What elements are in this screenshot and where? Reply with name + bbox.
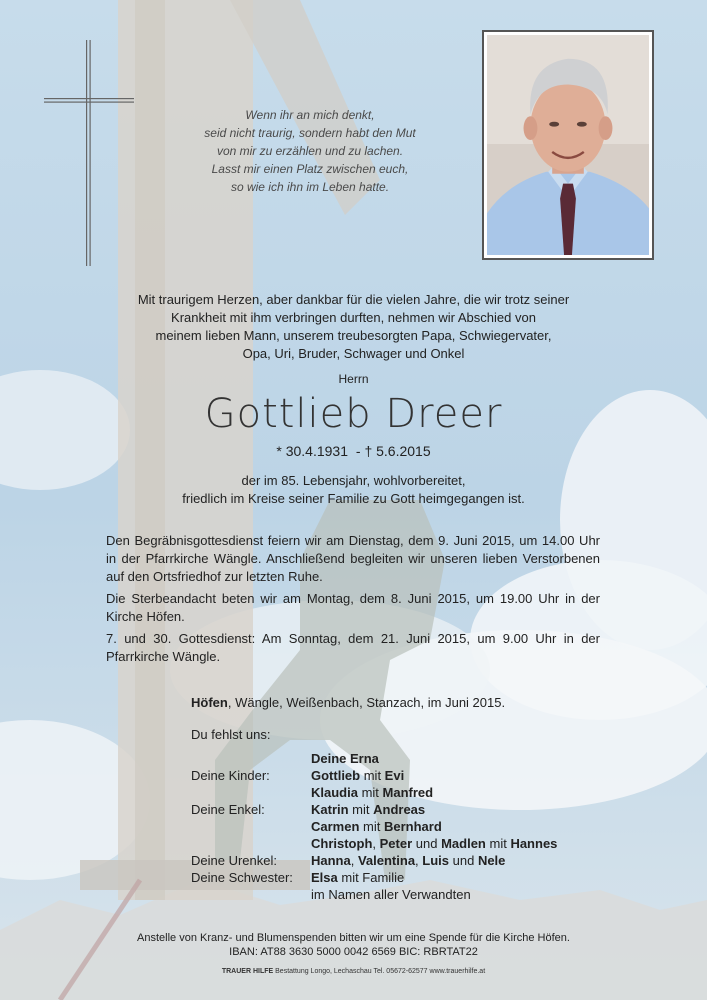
deceased-name: Gottlieb Dreer — [204, 391, 503, 437]
family-names — [311, 801, 425, 818]
family-row — [191, 869, 611, 886]
family-names — [311, 835, 557, 852]
poem-line: seid nicht traurig, sondern habt den Mut — [204, 126, 416, 140]
family-member-name: Hannes — [510, 836, 558, 851]
family-relation: Deine Kinder: — [191, 768, 270, 783]
missed-label: Du fehlst uns: — [191, 727, 271, 742]
family-relation: Deine Schwester: — [191, 870, 293, 885]
place-date — [191, 695, 505, 710]
poem-line: Wenn ihr an mich denkt, — [245, 108, 375, 122]
family-member-name: Elsa — [311, 870, 338, 885]
death-sentence-line: friedlich im Kreise seiner Familie zu Gott heimgegangen ist. — [182, 491, 525, 506]
family-member-name: Gottlieb — [311, 768, 361, 783]
family-connector: und — [412, 836, 442, 851]
family-row — [191, 852, 611, 869]
family-connector: mit Familie — [337, 870, 405, 885]
family-member-name: Bernhard — [383, 819, 442, 834]
mass-paragraph: 7. und 30. Gottesdienst: Am Sonntag, dem 21. Juni 2015, um 9.00 Uhr in der Pfarrkirche Wängle. — [106, 631, 600, 664]
family-connector: , — [350, 853, 358, 868]
family-connector: im Namen aller Verwandten — [311, 887, 471, 902]
family-member-name: Katrin — [311, 802, 349, 817]
portrait-photo — [482, 30, 654, 260]
undertaker-credit — [0, 968, 707, 975]
undertaker-details: Bestattung Longo, Lechaschau Tel. 05672-62577 www.trauerhilfe.at — [273, 968, 486, 975]
donation-request: Anstelle von Kranz- und Blumenspenden bitten wir um eine Spende für die Kirche Höfen. — [137, 932, 570, 944]
family-relation — [191, 886, 311, 903]
family-relation — [191, 784, 311, 801]
poem-line: so wie ich ihn im Leben hatte. — [230, 180, 390, 194]
family-member-name: Andreas — [373, 802, 426, 817]
family-names — [311, 784, 433, 801]
family-relation: Deine Urenkel: — [191, 853, 277, 868]
family-row — [191, 767, 611, 784]
family-connector: , — [372, 836, 380, 851]
family-list — [191, 750, 611, 903]
family-names — [311, 818, 442, 835]
family-member-name: Klaudia — [311, 785, 358, 800]
family-names — [311, 767, 404, 784]
family-row — [191, 818, 611, 835]
family-connector: mit — [348, 802, 374, 817]
place-first: Höfen — [191, 695, 228, 710]
family-member-name: Evi — [384, 768, 405, 783]
portrait-image — [487, 35, 649, 255]
family-relation — [191, 750, 311, 767]
family-member-name: Christoph — [311, 836, 373, 851]
family-member-name: Peter — [379, 836, 413, 851]
family-member-name: Deine Erna — [311, 751, 379, 766]
life-dates — [0, 443, 707, 459]
death-sentence-line: der im 85. Lebensjahr, wohlvorbereitet, — [241, 473, 466, 488]
family-names — [311, 852, 505, 869]
place-rest: , Wängle, Weißenbach, Stanzach, im Juni 2015. — [227, 695, 506, 710]
family-connector: , — [415, 853, 423, 868]
family-row — [191, 750, 611, 767]
family-member-name: Nele — [477, 853, 506, 868]
poem-line: Lasst mir einen Platz zwischen euch, — [211, 162, 409, 176]
intro-line: Mit traurigem Herzen, aber dankbar für die vielen Jahre, die wir trotz seiner — [137, 292, 570, 307]
family-row — [191, 835, 611, 852]
family-connector: mit — [360, 768, 385, 783]
family-row — [191, 801, 611, 818]
birth-date: * 30.4.1931 — [276, 443, 348, 459]
family-names — [311, 750, 379, 767]
family-member-name: Carmen — [311, 819, 360, 834]
bank-details: IBAN: AT88 3630 5000 0042 6569 BIC: RBRTAT22 — [229, 946, 478, 958]
salutation: Herrn — [338, 372, 369, 386]
poem — [170, 106, 450, 196]
family-connector: mit — [359, 819, 384, 834]
death-date: - † 5.6.2015 — [355, 443, 431, 459]
cross-icon — [44, 40, 134, 266]
wake-paragraph: Die Sterbeandacht beten wir am Montag, dem 8. Juni 2015, um 19.00 Uhr in der Kirche Höfen. — [106, 591, 600, 624]
family-row — [191, 886, 611, 903]
family-row — [191, 784, 611, 801]
intro-line: meinem lieben Mann, unserem treubesorgten Papa, Schwiegervater, — [155, 328, 552, 343]
intro-text — [100, 291, 607, 363]
funeral-paragraph: Den Begräbnisgottesdienst feiern wir am Dienstag, dem 9. Juni 2015, um 14.00 Uhr in der Pfarrkirche Wängle. Anschließend begleiten wir unseren lieben Verstorbenen auf den Ortsfriedhof zur letzten Ruhe. — [106, 533, 600, 584]
family-connector: und — [449, 853, 478, 868]
family-member-name: Luis — [422, 853, 450, 868]
death-sentence — [100, 472, 607, 508]
family-member-name: Manfred — [382, 785, 434, 800]
family-member-name: Madlen — [441, 836, 486, 851]
intro-line: Opa, Uri, Bruder, Schwager und Onkel — [242, 346, 465, 361]
poem-line: von mir zu erzählen und zu lachen. — [216, 144, 404, 158]
family-connector: mit — [357, 785, 383, 800]
family-relation — [191, 818, 311, 835]
family-member-name: Hanna — [311, 853, 351, 868]
family-names — [311, 869, 404, 886]
family-relation — [191, 835, 311, 852]
family-relation: Deine Enkel: — [191, 802, 265, 817]
family-connector: mit — [485, 836, 511, 851]
intro-line: Krankheit mit ihm verbringen durften, nehmen wir Abschied von — [171, 310, 536, 325]
family-names — [311, 886, 471, 903]
undertaker-brand: TRAUER HILFE — [221, 968, 274, 975]
family-member-name: Valentina — [357, 853, 416, 868]
